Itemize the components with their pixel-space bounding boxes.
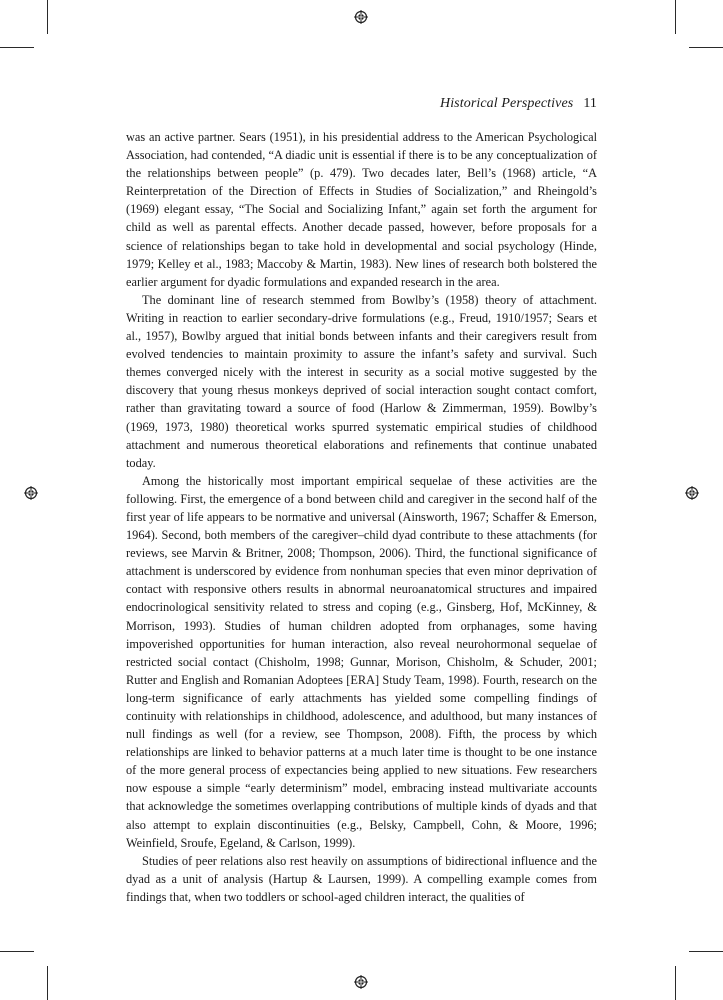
registration-mark-right-icon xyxy=(685,486,699,500)
crop-mark-top-right-horizontal xyxy=(689,47,723,48)
crop-mark-top-left-vertical xyxy=(47,0,48,34)
registration-mark-top-icon xyxy=(354,10,368,24)
registration-mark-left-icon xyxy=(24,486,38,500)
running-head-title: Historical Perspectives xyxy=(439,96,574,111)
crop-mark-bottom-right-horizontal xyxy=(689,951,723,952)
paragraph-continued: was an active partner. Sears (1951), in his presidential address to the American Psychological Association, had contended, “A diadic unit is essential if there is to be any conceptualization of the relationships between people” (p. 479). Two decades later, Bell’s (1968) article, “A Reinterpretation of the Direction of Effects in Studies of Socialization,” and Rheingold’s (1969) elegant essay, “The Social and Socializing Infant,” again set forth the argument for child as well as parental effects. Another decade passed, however, before proposals for a science of relationships began to take hold in developmental and social psychology (Hinde, 1979; Kelley et al., 1983; Maccoby & Martin, 1983). New lines of research both bolstered the earlier argument for dyadic formulations and expanded research in the area. xyxy=(126,130,597,289)
crop-mark-bottom-right-vertical xyxy=(675,966,676,1000)
page-number: 11 xyxy=(583,96,597,111)
paragraph-peer-relations: Studies of peer relations also rest heavily on assumptions of bidirectional influence and the dyad as a unit of analysis (Hartup & Laursen, 1999). A compelling example comes from findings that, when two toddlers or school-aged children interact, the qualities of xyxy=(126,853,597,904)
paragraph-empirical-sequelae: Among the historically most important empirical sequelae of these activities are the following. First, the emergence of a bond between child and caregiver in the second half of the first year of life appears to be normative and universal (Ainsworth, 1967; Schaffer & Emerson, 1964). Second, both members of the caregiver–child dyad contribute to these attachments (for reviews, see Marvin & Britner, 2008; Thompson, 2006). Third, the functional significance of attachment is underscored by evidence from nonhuman species that even minor deprivation of contact with responsive others results in abnormal neuroanatomical structures and impaired endocrinological sensitivity related to stress and coping (e.g., Ginsberg, Hof, McKinney, & Morrison, 1993). Studies of human children adopted from orphanages, some having impoverished opportunities for human interaction, also reveal neurohormonal sequelae of restricted social contact (Chisholm, 1998; Gunnar, Morison, Chisholm, & Schuder, 2001; Rutter and English and Romanian Adoptees [ERA] Study Team, 1998). Fourth, research on the long-term significance of early attachments has yielded some compelling findings of continuity with relationships in childhood, adolescence, and adulthood, but many instances of null findings as well (for a review, see Thompson, 2008). Fifth, the process by which relationships are linked to behavior patterns at a much later time is thought to be one instance of the more general process of expectancies being applied to new situations. Few researchers now espouse a simple “early determinism” model, embracing instead multivariate accounts that acknowledge the sometimes overlapping contributions of multiple kinds of dyads and that also attempt to explain discontinuities (e.g., Belsky, Campbell, Cohn, & Moore, 1996; Weinfield, Sroufe, Egeland, & Carlson, 1999). xyxy=(126,473,597,850)
crop-mark-top-right-vertical xyxy=(675,0,676,34)
body-text xyxy=(126,128,597,906)
crop-mark-bottom-left-vertical xyxy=(47,966,48,1000)
crop-mark-bottom-left-horizontal xyxy=(0,951,34,952)
crop-mark-top-left-horizontal xyxy=(0,47,34,48)
running-head xyxy=(440,96,597,112)
registration-mark-bottom-icon xyxy=(354,975,368,989)
paragraph-attachment-theory: The dominant line of research stemmed from Bowlby’s (1958) theory of attachment. Writing in reaction to earlier secondary-drive formulations (e.g., Freud, 1910/1957; Sears et al., 1957), Bowlby argued that initial bonds between infants and their caregivers result from evolved tendencies to maintain proximity to assure the infant’s safety and survival. Such themes converged nicely with the interest in security as a social motive suggested by the discovery that young rhesus monkeys deprived of social interaction sought contact comfort, rather than gravitating toward a source of food (Harlow & Zimmerman, 1959). Bowlby’s (1969, 1973, 1980) theoretical works spurred systematic empirical studies of childhood attachment and numerous theoretical elaborations and refinements that continue unabated today. xyxy=(126,292,597,470)
